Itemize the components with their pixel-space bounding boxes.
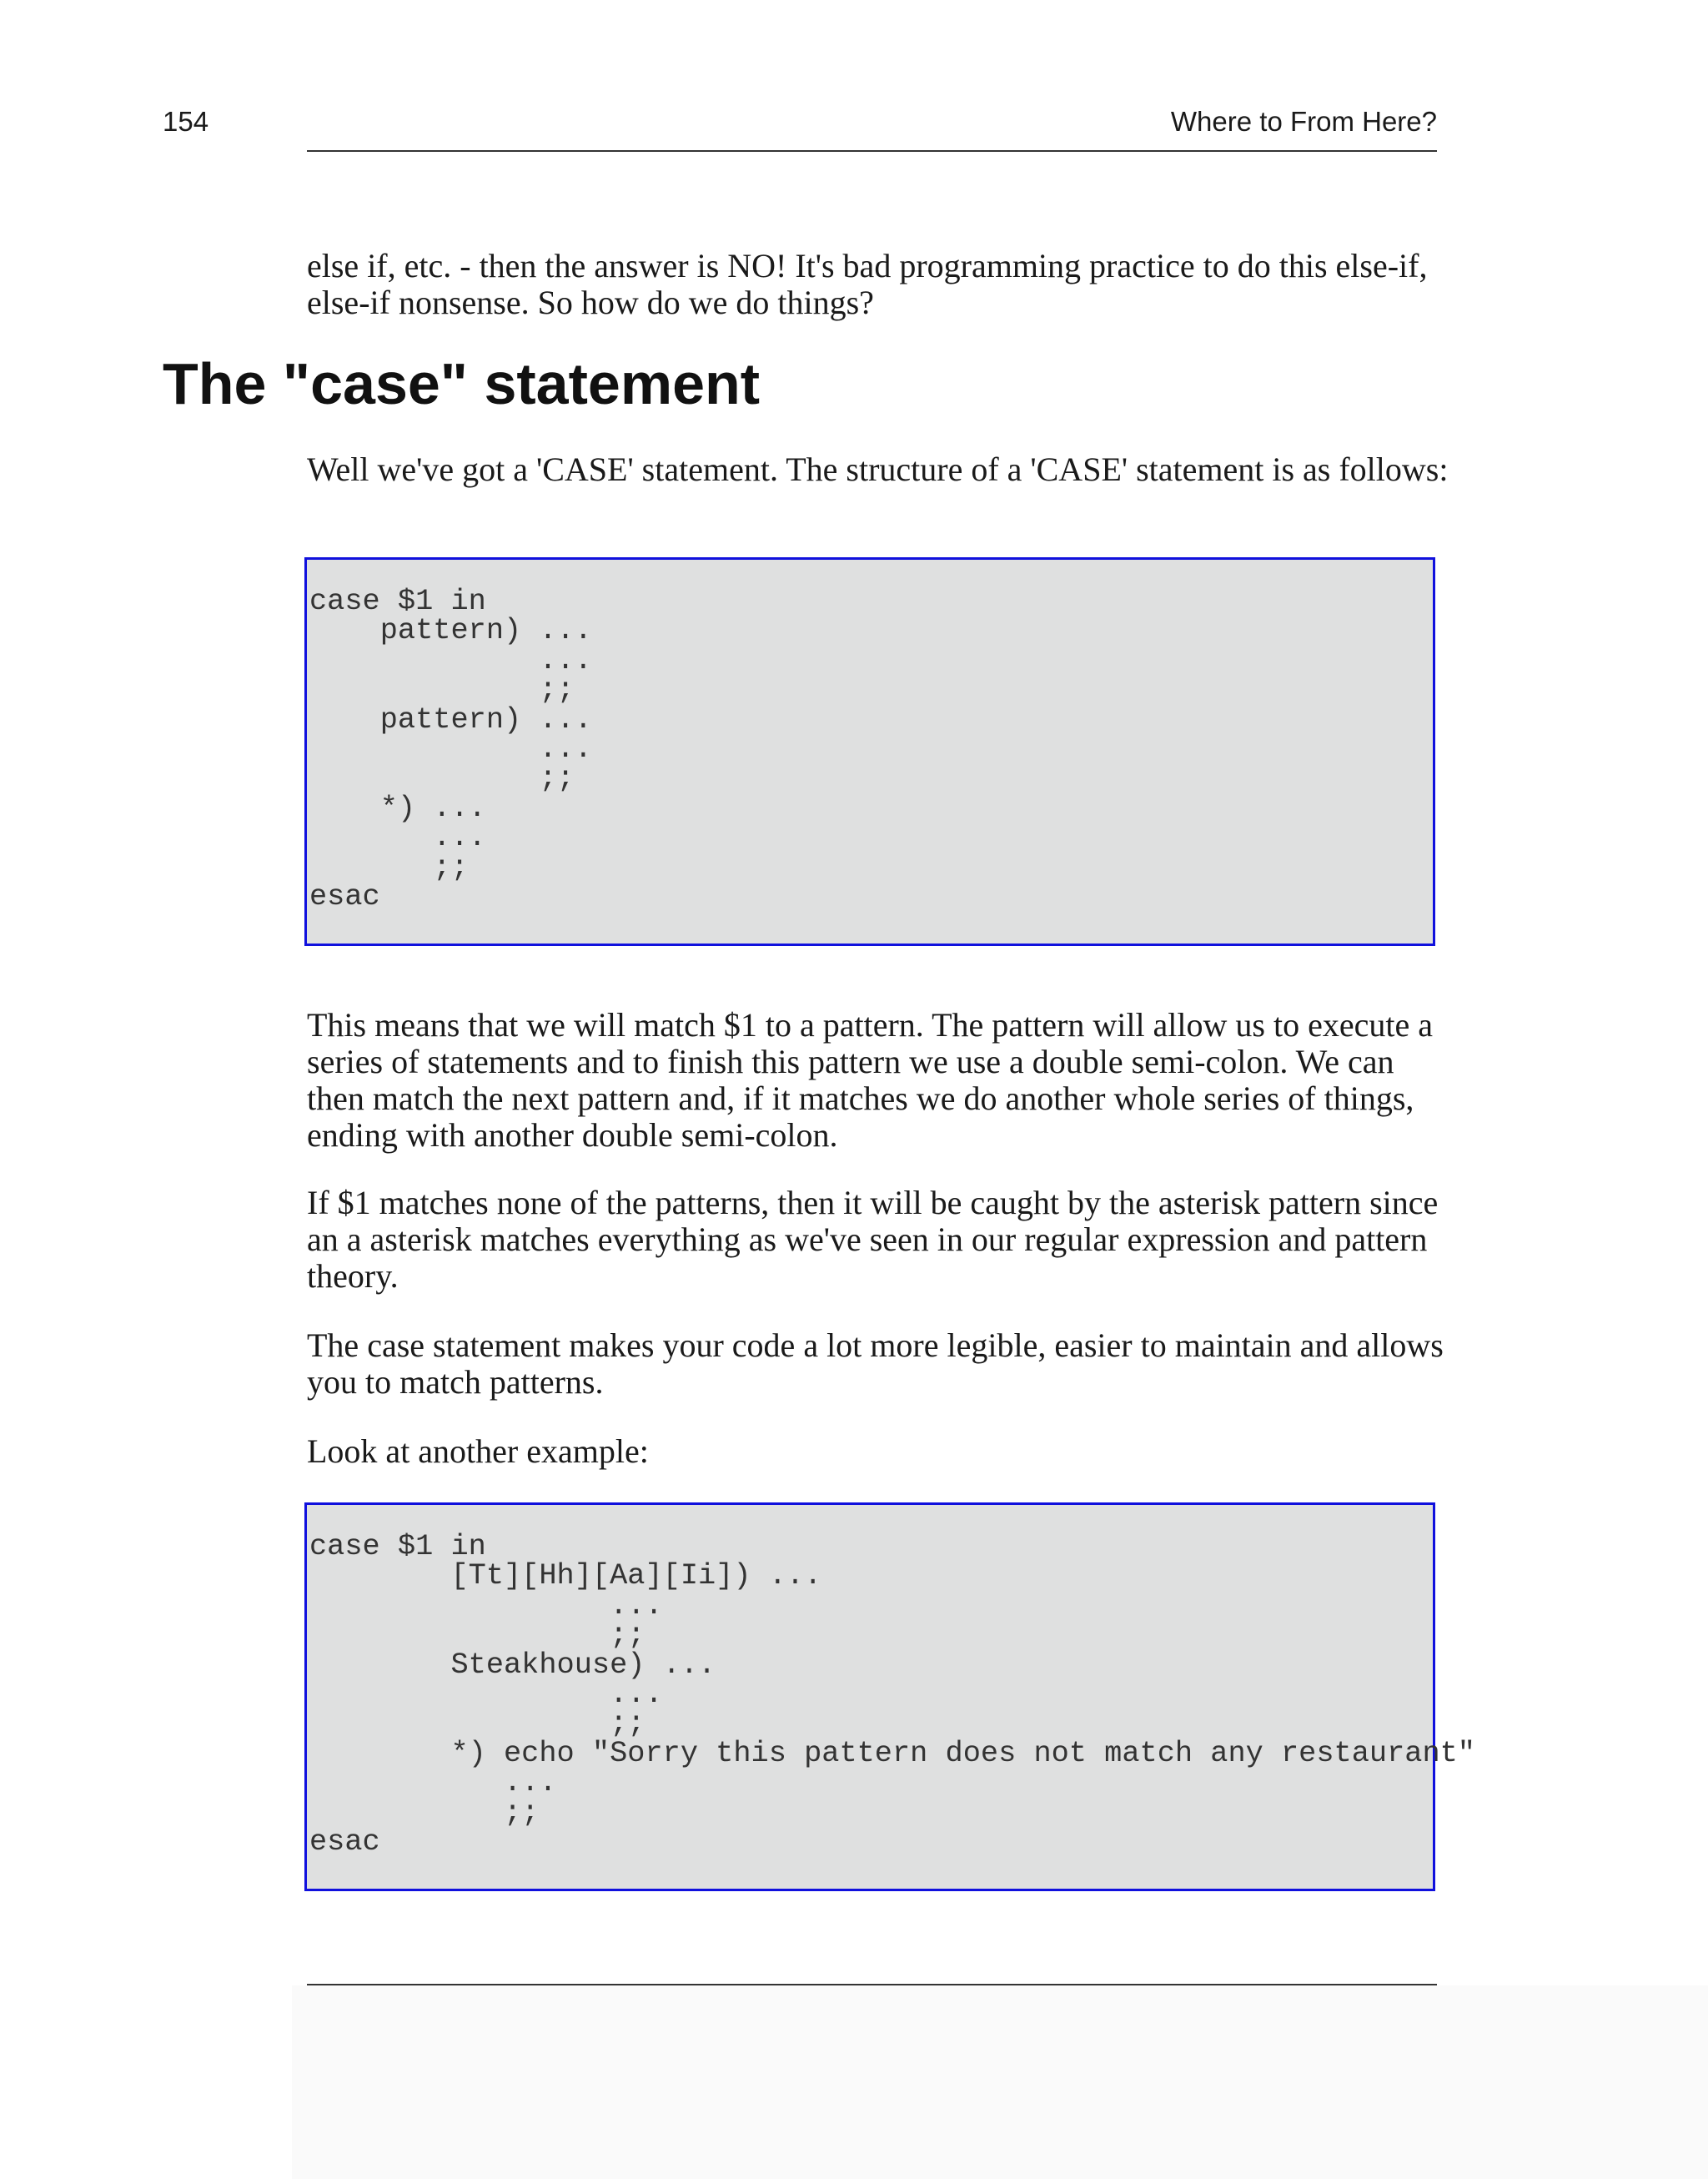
legibility-paragraph: The case statement makes your code a lot more legible, easier to maintain and allows you to match patterns. — [307, 1326, 1444, 1401]
example-intro-paragraph: Look at another example: — [307, 1432, 649, 1470]
footer-divider — [307, 1984, 1437, 1985]
structure-paragraph: Well we've got a 'CASE' statement. The structure of a 'CASE' statement is as follows: — [307, 450, 1449, 488]
header-divider — [307, 150, 1437, 152]
code-listing: case $1 in [Tt][Hh][Aa][Ii]) ... ... ;; Steakhouse) ... ... ;; *) echo "Sorry this pattern does not match any restaurant" ... ;; esac — [309, 1530, 1475, 1859]
section-heading: The "case" statement — [163, 351, 761, 416]
meaning-paragraph: This means that we will match $1 to a pattern. The pattern will allow us to execute a series of statements and to finish this pattern we use a double semi-colon. We can then match the next pattern and, if it matches we do another whole series of things, ending with another double semi-colon. — [307, 1006, 1433, 1154]
code-block-case-structure — [304, 557, 1435, 946]
running-title: Where to From Here? — [1170, 106, 1437, 137]
asterisk-paragraph: If $1 matches none of the patterns, then it will be caught by the asterisk pattern since an a asterisk matches everything as we've seen in our regular expression and pattern theory. — [307, 1184, 1439, 1295]
code-block-case-example — [304, 1502, 1475, 1891]
page-number: 154 — [163, 106, 209, 137]
code-listing: case $1 in pattern) ... ... ;; pattern) ... ... ;; *) ... ... ;; esac — [309, 585, 592, 914]
intro-paragraph: else if, etc. - then the answer is NO! It's bad programming practice to do this else-if, else-if nonsense. So how do we do things? — [307, 247, 1428, 321]
page-bottom-shade — [292, 1985, 1708, 2179]
